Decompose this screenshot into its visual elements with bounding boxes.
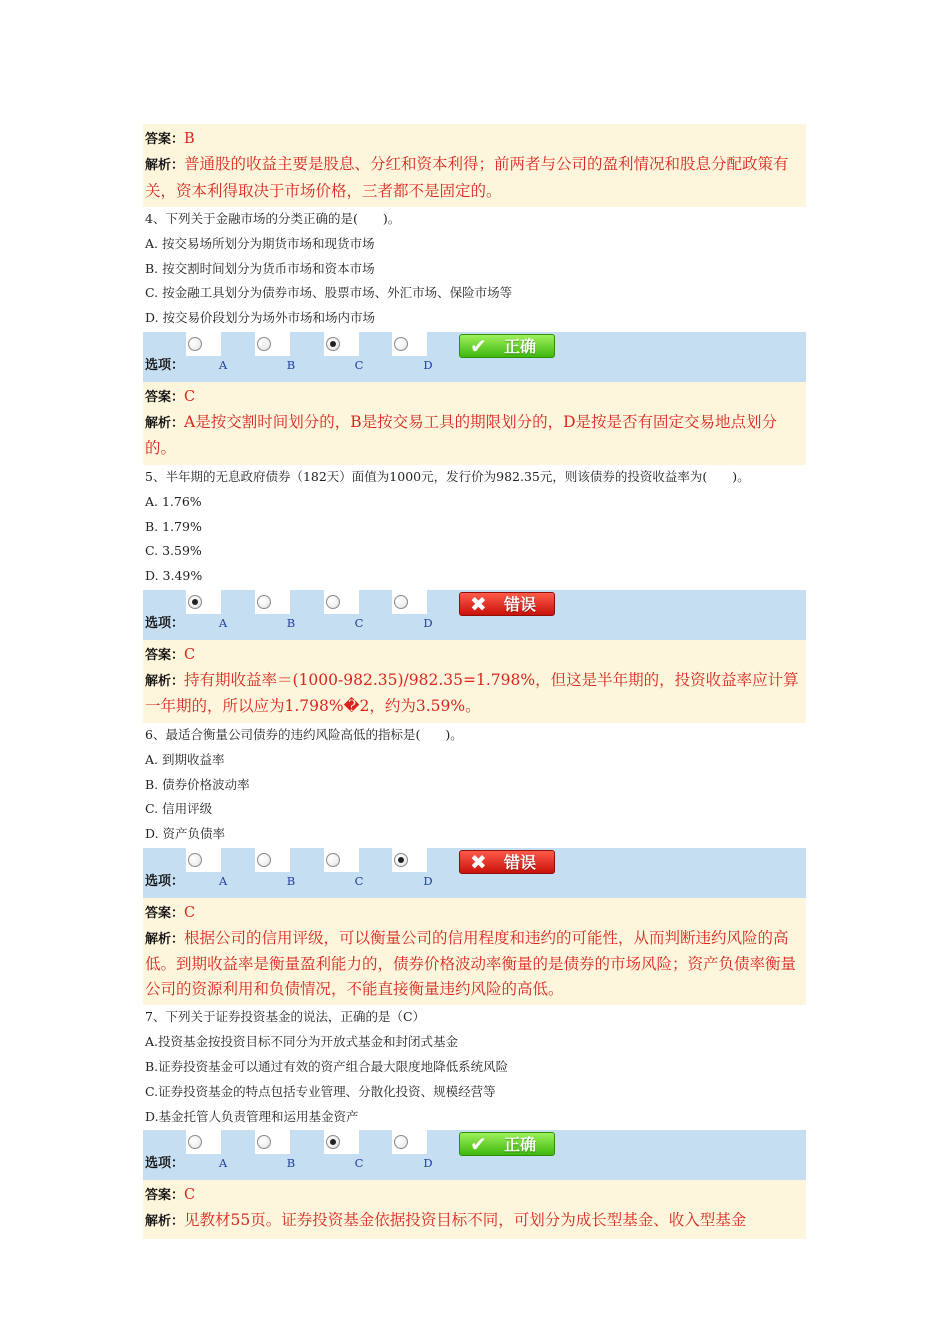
radio-c[interactable] (326, 595, 340, 609)
explanation-line (145, 1208, 803, 1235)
result-badge-correct (459, 1132, 555, 1156)
letter-d: D (423, 357, 433, 372)
explanation-line (145, 410, 803, 461)
options-label: 选项： (145, 1156, 185, 1172)
answer-label: 答案： (145, 905, 185, 921)
radio-c[interactable] (326, 1135, 340, 1149)
answer-value: C (184, 904, 196, 921)
radio-c[interactable] (326, 853, 340, 867)
radio-d[interactable] (394, 853, 408, 867)
radio-cell-a (186, 332, 221, 356)
answer-line (145, 127, 803, 152)
question-option-b: B. 按交割时间划分为货币市场和资本市场 (145, 260, 375, 276)
question-option-d: D. 3.49% (145, 568, 203, 584)
radio-a[interactable] (188, 853, 202, 867)
options-label: 选项： (145, 357, 185, 373)
radio-cell-d (392, 1130, 427, 1154)
radio-cell-d (392, 590, 427, 614)
answer-label: 答案： (145, 132, 185, 147)
explanation-text: 根据公司的信用评级，可以衡量公司的信用程度和违约的可能性，从而判断违约风险的高低。到期收益率是衡量盈利能力的，债券价格波动率衡量的是债券的市场风险；资产负债率衡量公司的资源利用和负债情况，不能直接衡量违约风险的高低。 (145, 928, 797, 998)
letter-d: D (423, 873, 433, 888)
question-option-a: A. 按交易场所划分为期货市场和现货市场 (145, 235, 375, 251)
question-option-a: A. 1.76% (145, 493, 202, 509)
radio-cell-b (255, 590, 290, 614)
question-option-c: C.证券投资基金的特点包括专业管理、分散化投资、规模经营等 (145, 1083, 496, 1099)
answer-value: C (184, 388, 196, 405)
radio-cell-c (324, 1130, 359, 1154)
letter-b: B (286, 1156, 296, 1171)
options-label: 选项： (145, 615, 185, 631)
radio-cell-b (255, 848, 290, 872)
radio-cell-c (324, 848, 359, 872)
cross-icon: ✖ (470, 591, 487, 616)
answer-line (145, 1183, 803, 1208)
answer-value: C (184, 1187, 196, 1204)
explanation-label: 解析： (145, 931, 185, 947)
radio-cell-c (324, 332, 359, 356)
question-title: 6、最适合衡量公司债券的违约风险高低的指标是( )。 (145, 726, 463, 742)
cross-icon: ✖ (470, 849, 487, 874)
answer-label: 答案： (145, 389, 185, 405)
question-option-d: D.基金托管人负责管理和运用基金资产 (145, 1108, 359, 1124)
letter-a: A (218, 357, 228, 372)
letter-b: B (286, 615, 296, 630)
radio-cell-a (186, 848, 221, 872)
letter-c: C (354, 357, 364, 372)
radio-cell-c (324, 590, 359, 614)
question-title: 7、下列关于证券投资基金的说法，正确的是（C） (145, 1009, 426, 1025)
options-bar (143, 1130, 806, 1180)
options-bar (143, 590, 806, 640)
radio-cell-a (186, 590, 221, 614)
answer-block (143, 1180, 806, 1239)
question-option-d: D. 资产负债率 (145, 826, 226, 842)
radio-cell-d (392, 848, 427, 872)
question-option-a: A.投资基金按投资目标不同分为开放式基金和封闭式基金 (145, 1034, 459, 1050)
explanation-text: 见教材55页。证券投资基金依据投资目标不同，可划分为成长型基金、收入型基金 (184, 1211, 747, 1230)
result-badge-correct (459, 334, 555, 358)
letter-b: B (286, 357, 296, 372)
radio-b[interactable] (257, 853, 271, 867)
explanation-text: A是按交割时间划分的，B是按交易工具的期限划分的，D是按是否有固定交易地点划分的。 (145, 412, 778, 458)
letter-d: D (423, 1156, 433, 1171)
letter-c: C (354, 1156, 364, 1171)
radio-d[interactable] (394, 1135, 408, 1149)
radio-cell-b (255, 332, 290, 356)
explanation-text: 持有期收益率＝(1000-982.35)/982.35=1.798%，但这是半年期的，投资收益率应计算一年期的，所以应为1.798%�2，约为3.59%。 (145, 670, 799, 716)
question-option-b: B. 债券价格波动率 (145, 776, 250, 792)
letter-d: D (423, 615, 433, 630)
letter-a: A (218, 873, 228, 888)
radio-cell-a (186, 1130, 221, 1154)
question-option-c: C. 信用评级 (145, 801, 213, 817)
answer-value: B (184, 131, 195, 147)
question-option-c: C. 按金融工具划分为债券市场、股票市场、外汇市场、保险市场等 (145, 285, 513, 301)
result-text: 正确 (504, 1135, 537, 1155)
radio-d[interactable] (394, 595, 408, 609)
letter-a: A (218, 615, 228, 630)
checkmark-icon: ✔ (470, 333, 487, 358)
explanation-label: 解析： (145, 1214, 185, 1230)
answer-label: 答案： (145, 647, 185, 663)
explanation-text: 普通股的收益主要是股息、分红和资本利得；前两者与公司的盈利情况和股息分配政策有关，资本利得取决于市场价格，三者都不是固定的。 (145, 155, 789, 200)
options-bar (143, 848, 806, 898)
answer-label: 答案： (145, 1188, 185, 1204)
result-text: 错误 (504, 594, 537, 614)
question-option-b: B. 1.79% (145, 518, 202, 534)
answer-line (145, 643, 803, 668)
answer-line (145, 901, 803, 926)
result-badge-wrong (459, 850, 555, 874)
radio-b[interactable] (257, 1135, 271, 1149)
radio-a[interactable] (188, 337, 202, 351)
question-title: 5、半年期的无息政府债券（182天）面值为1000元，发行价为982.35元，则该债券的投资收益率为( )。 (145, 468, 750, 484)
letter-c: C (354, 615, 364, 630)
result-badge-wrong (459, 592, 555, 616)
radio-cell-d (392, 332, 427, 356)
question-title: 4、下列关于金融市场的分类正确的是( )。 (145, 211, 401, 226)
radio-a[interactable] (188, 1135, 202, 1149)
explanation-line (145, 152, 803, 203)
explanation-label: 解析： (145, 415, 185, 431)
letter-a: A (218, 1156, 228, 1171)
answer-block (143, 124, 806, 207)
explanation-line (145, 926, 803, 1002)
question-option-a: A. 到期收益率 (145, 751, 225, 767)
answer-block (143, 898, 806, 1006)
options-bar (143, 332, 806, 382)
letter-c: C (354, 873, 364, 888)
explanation-label: 解析： (145, 158, 185, 173)
quiz-page (143, 124, 806, 1239)
options-label: 选项： (145, 873, 185, 889)
explanation-line (145, 668, 803, 719)
question-option-b: B.证券投资基金可以通过有效的资产组合最大限度地降低系统风险 (145, 1059, 509, 1075)
answer-block (143, 640, 806, 723)
letter-b: B (286, 873, 296, 888)
radio-a[interactable] (188, 595, 202, 609)
question-option-c: C. 3.59% (145, 543, 202, 559)
answer-line (145, 385, 803, 410)
question-option-d: D. 按交易价段划分为场外市场和场内市场 (145, 310, 376, 326)
answer-value: C (184, 646, 196, 663)
radio-cell-b (255, 1130, 290, 1154)
result-text: 错误 (504, 852, 537, 872)
checkmark-icon: ✔ (470, 1132, 487, 1157)
radio-c[interactable] (326, 337, 340, 351)
radio-b[interactable] (257, 337, 271, 351)
radio-d[interactable] (394, 337, 408, 351)
explanation-label: 解析： (145, 673, 185, 689)
result-text: 正确 (504, 336, 537, 356)
answer-block (143, 382, 806, 465)
radio-b[interactable] (257, 595, 271, 609)
